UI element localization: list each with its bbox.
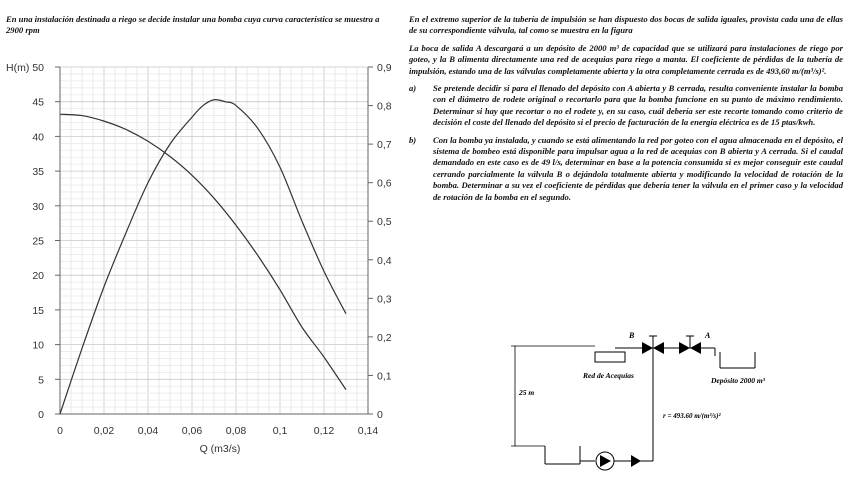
y-left-tick-label: 45 — [32, 96, 44, 109]
x-tick-label: 0,08 — [225, 425, 247, 437]
y-right-tick-label: 0 — [377, 409, 383, 421]
suction-tank — [545, 446, 580, 464]
x-axis-label: Q (m3/s) — [199, 443, 241, 455]
question-a — [409, 83, 843, 129]
y-left-tick-label: 50 — [32, 62, 44, 74]
valve-a-icon — [679, 336, 701, 354]
y-right-tick-label: 0,1 — [377, 370, 392, 383]
y-left-tick-label: 5 — [38, 374, 44, 387]
x-tick-label: 0,1 — [272, 425, 288, 437]
x-tick-label: 0,12 — [313, 425, 335, 437]
red-acequias-icon — [595, 352, 625, 362]
label-red-acequias: Red de Acequias — [583, 371, 634, 380]
y-left-tick-label: 30 — [32, 200, 44, 213]
x-tick-label: 0,14 — [357, 425, 379, 437]
x-tick-label: 0 — [57, 425, 63, 437]
y-right-tick-label: 0,4 — [377, 254, 392, 267]
y-right-tick-label: 0,6 — [377, 177, 392, 190]
label-deposito: Depósito 2000 m³ — [711, 376, 765, 385]
y-right-tick-label: 0,5 — [377, 216, 392, 229]
x-tick-label: 0,04 — [137, 425, 159, 437]
y-left-tick-label: 25 — [32, 235, 44, 248]
y-left-tick-label: 0 — [38, 409, 44, 421]
question-b — [409, 135, 843, 203]
label-height: 25 m — [519, 388, 535, 397]
question-b-text: Con la bomba ya instalada, y cuando se está alimentando la red por goteo con el agua almacenada en el depósito, el sistema de bombeo está disponible para impulsar agua a la red de acequias con B abierta y A cerrada. Si el caudal demandado en este caso es de 49 l/s, determinar en base a la potencia consumida si es mejor conseguir este caudal cerrando parcialmente la válvula B o dejándola totalmente abierta y modificando la velocidad de rotación de la bomba. Determinar a su vez el coeficiente de pérdidas que debería tener la válvula en el primer caso y la velocidad de rotación de la bomba en el segundo. — [433, 134, 843, 202]
paragraph-losses: La boca de salida A descargará a un depósito de 2000 m³ de capacidad que se utilizará para instalaciones de riego por goteo, y la B alimenta directamente una red de acequias para riego a manta. El coeficiente de pérdidas de la tubería de impulsión, estando una de las válvulas completamente abierta y la otra completamente cerrada es de 493,60 m/(m³/s)². — [409, 42, 843, 76]
chart-labels — [6, 62, 392, 455]
question-b-label: b) — [409, 134, 417, 145]
y-left-tick-label: 20 — [32, 270, 44, 283]
pump-icon — [596, 452, 614, 470]
y-right-tick-label: 0,2 — [377, 331, 392, 344]
y-left-tick-label: 10 — [32, 339, 44, 352]
y-right-tick-label: 0,3 — [377, 293, 392, 306]
problem-intro: En una instalación destinada a riego se decide instalar una bomba cuya curva característica se muestra a 2900 rpm — [6, 14, 380, 35]
y-left-tick-label: 35 — [32, 166, 44, 179]
deposit-tank — [720, 352, 755, 368]
chart-grid — [60, 67, 368, 414]
check-valve-icon — [631, 455, 641, 467]
y-right-tick-label: 0,8 — [377, 100, 392, 113]
label-valve-b: B — [629, 331, 635, 340]
y-right-tick-label: 0,7 — [377, 139, 392, 152]
x-tick-label: 0,06 — [181, 425, 203, 437]
label-loss-coefficient: r = 493.60 m/(m³/s)² — [663, 412, 721, 420]
pump-curve-chart — [0, 52, 395, 457]
y-right-tick-label: 0,9 — [377, 62, 392, 74]
x-tick-label: 0,02 — [93, 425, 115, 437]
y-axis-label: H(m) — [6, 62, 30, 74]
problem-statement — [409, 14, 843, 209]
y-left-tick-label: 15 — [32, 304, 44, 317]
installation-diagram — [505, 328, 805, 473]
paragraph-outlets: En el extremo superior de la tubería de impulsión se han dispuesto dos bocas de salida iguales, provista cada una de ellas de su correspondiente válvula, tal como se muestra en la figura — [409, 14, 843, 36]
question-a-text: Se pretende decidir si para el llenado del depósito con A abierta y B cerrada, resulta conveniente instalar la bomba con el diámetro de rodete original o recortarlo para que la bomba funcione en su punto de máximo rendimiento. Determinar si hay que recortar o no el rodete y, en su caso, cuál debería ser este recorte tomando como criterio de decisión el coste del llenado del depósito si el precio de facturación de la energía eléctrica es de 15 ptas/kwh. — [433, 83, 843, 128]
y-left-tick-label: 40 — [32, 131, 44, 144]
question-a-label: a) — [409, 83, 417, 94]
label-valve-a: A — [705, 331, 711, 340]
